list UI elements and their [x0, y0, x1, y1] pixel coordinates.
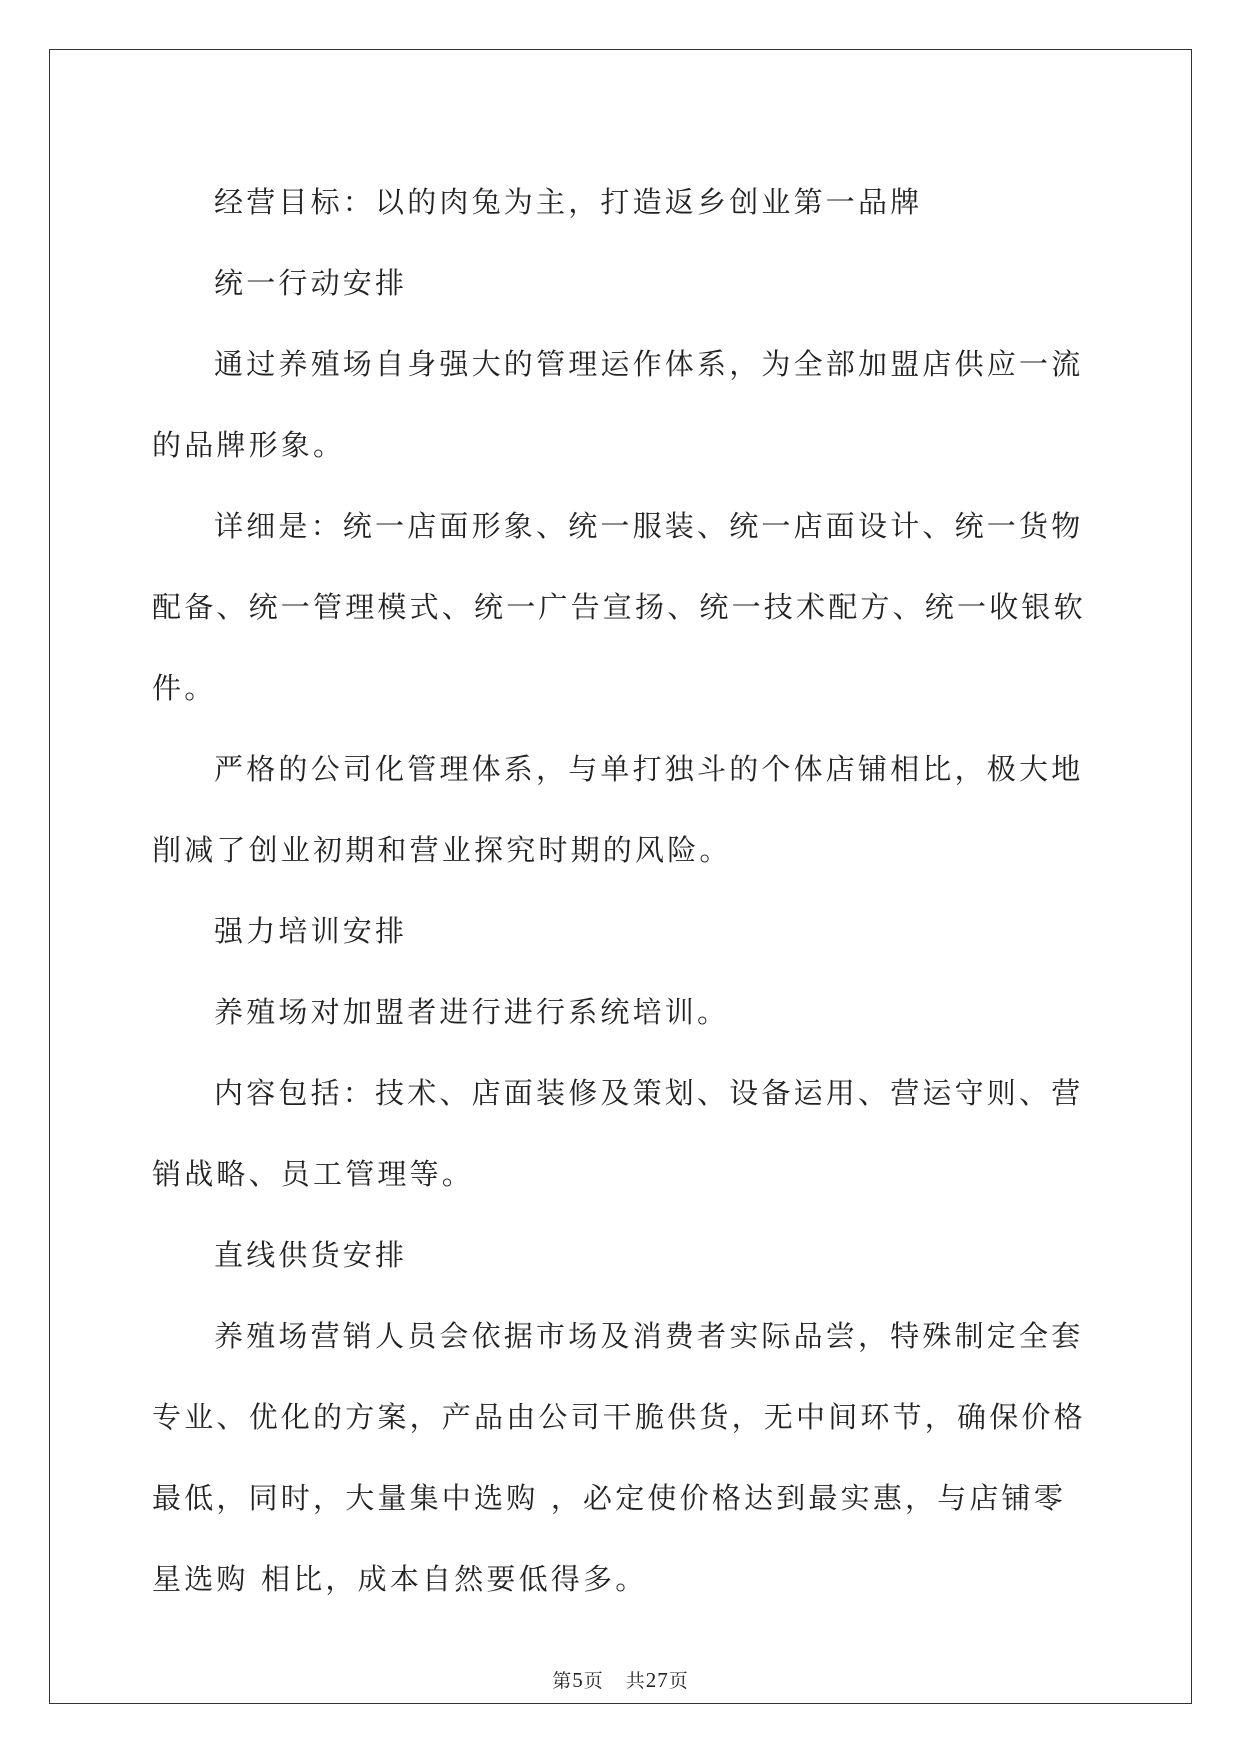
total-pages: 27 [645, 1668, 669, 1692]
document-body [152, 162, 1098, 1620]
paragraph-corporate-management: 严格的公司化管理体系，与单打独斗的个体店铺相比，极大地削减了创业初期和营业探究时期的风险。 [152, 752, 1084, 867]
total-prefix: 共 [625, 1670, 646, 1692]
paragraph-details: 详细是：统一店面形象、统一服装、统一店面设计、统一货物配备、统一管理模式、统一广告宣扬、统一技术配方、统一收银软件。 [152, 509, 1086, 705]
paragraph-training-content: 内容包括：技术、店面装修及策划、设备运用、营运守则、营销战略、员工管理等。 [152, 1076, 1084, 1191]
heading-unified-action: 统一行动安排 [214, 266, 408, 300]
heading-training: 强力培训安排 [214, 914, 408, 948]
paragraph-training: 养殖场对加盟者进行进行系统培训。 [214, 995, 730, 1029]
paragraph-direct-supply: 养殖场营销人员会依据市场及消费者实际品尝，特殊制定全套专业、优化的方案，产品由公司干脆供货，无中间环节，确保价格最低，同时，大量集中选购 ，必定使价格达到最实惠，与店铺零星选购 相比，成本自然要低得多。 [152, 1319, 1086, 1596]
page-footer [0, 1666, 1241, 1693]
page-number: 5 [572, 1668, 584, 1692]
page-prefix: 第 [552, 1670, 573, 1692]
paragraph-management-system: 通过养殖场自身强大的管理运作体系，为全部加盟店供应一流的品牌形象。 [152, 347, 1084, 462]
total-suffix: 页 [668, 1670, 689, 1692]
page-suffix: 页 [583, 1670, 604, 1692]
paragraph-business-goal: 经营目标：以的肉兔为主，打造返乡创业第一品牌 [214, 185, 923, 219]
heading-direct-supply: 直线供货安排 [214, 1238, 408, 1272]
